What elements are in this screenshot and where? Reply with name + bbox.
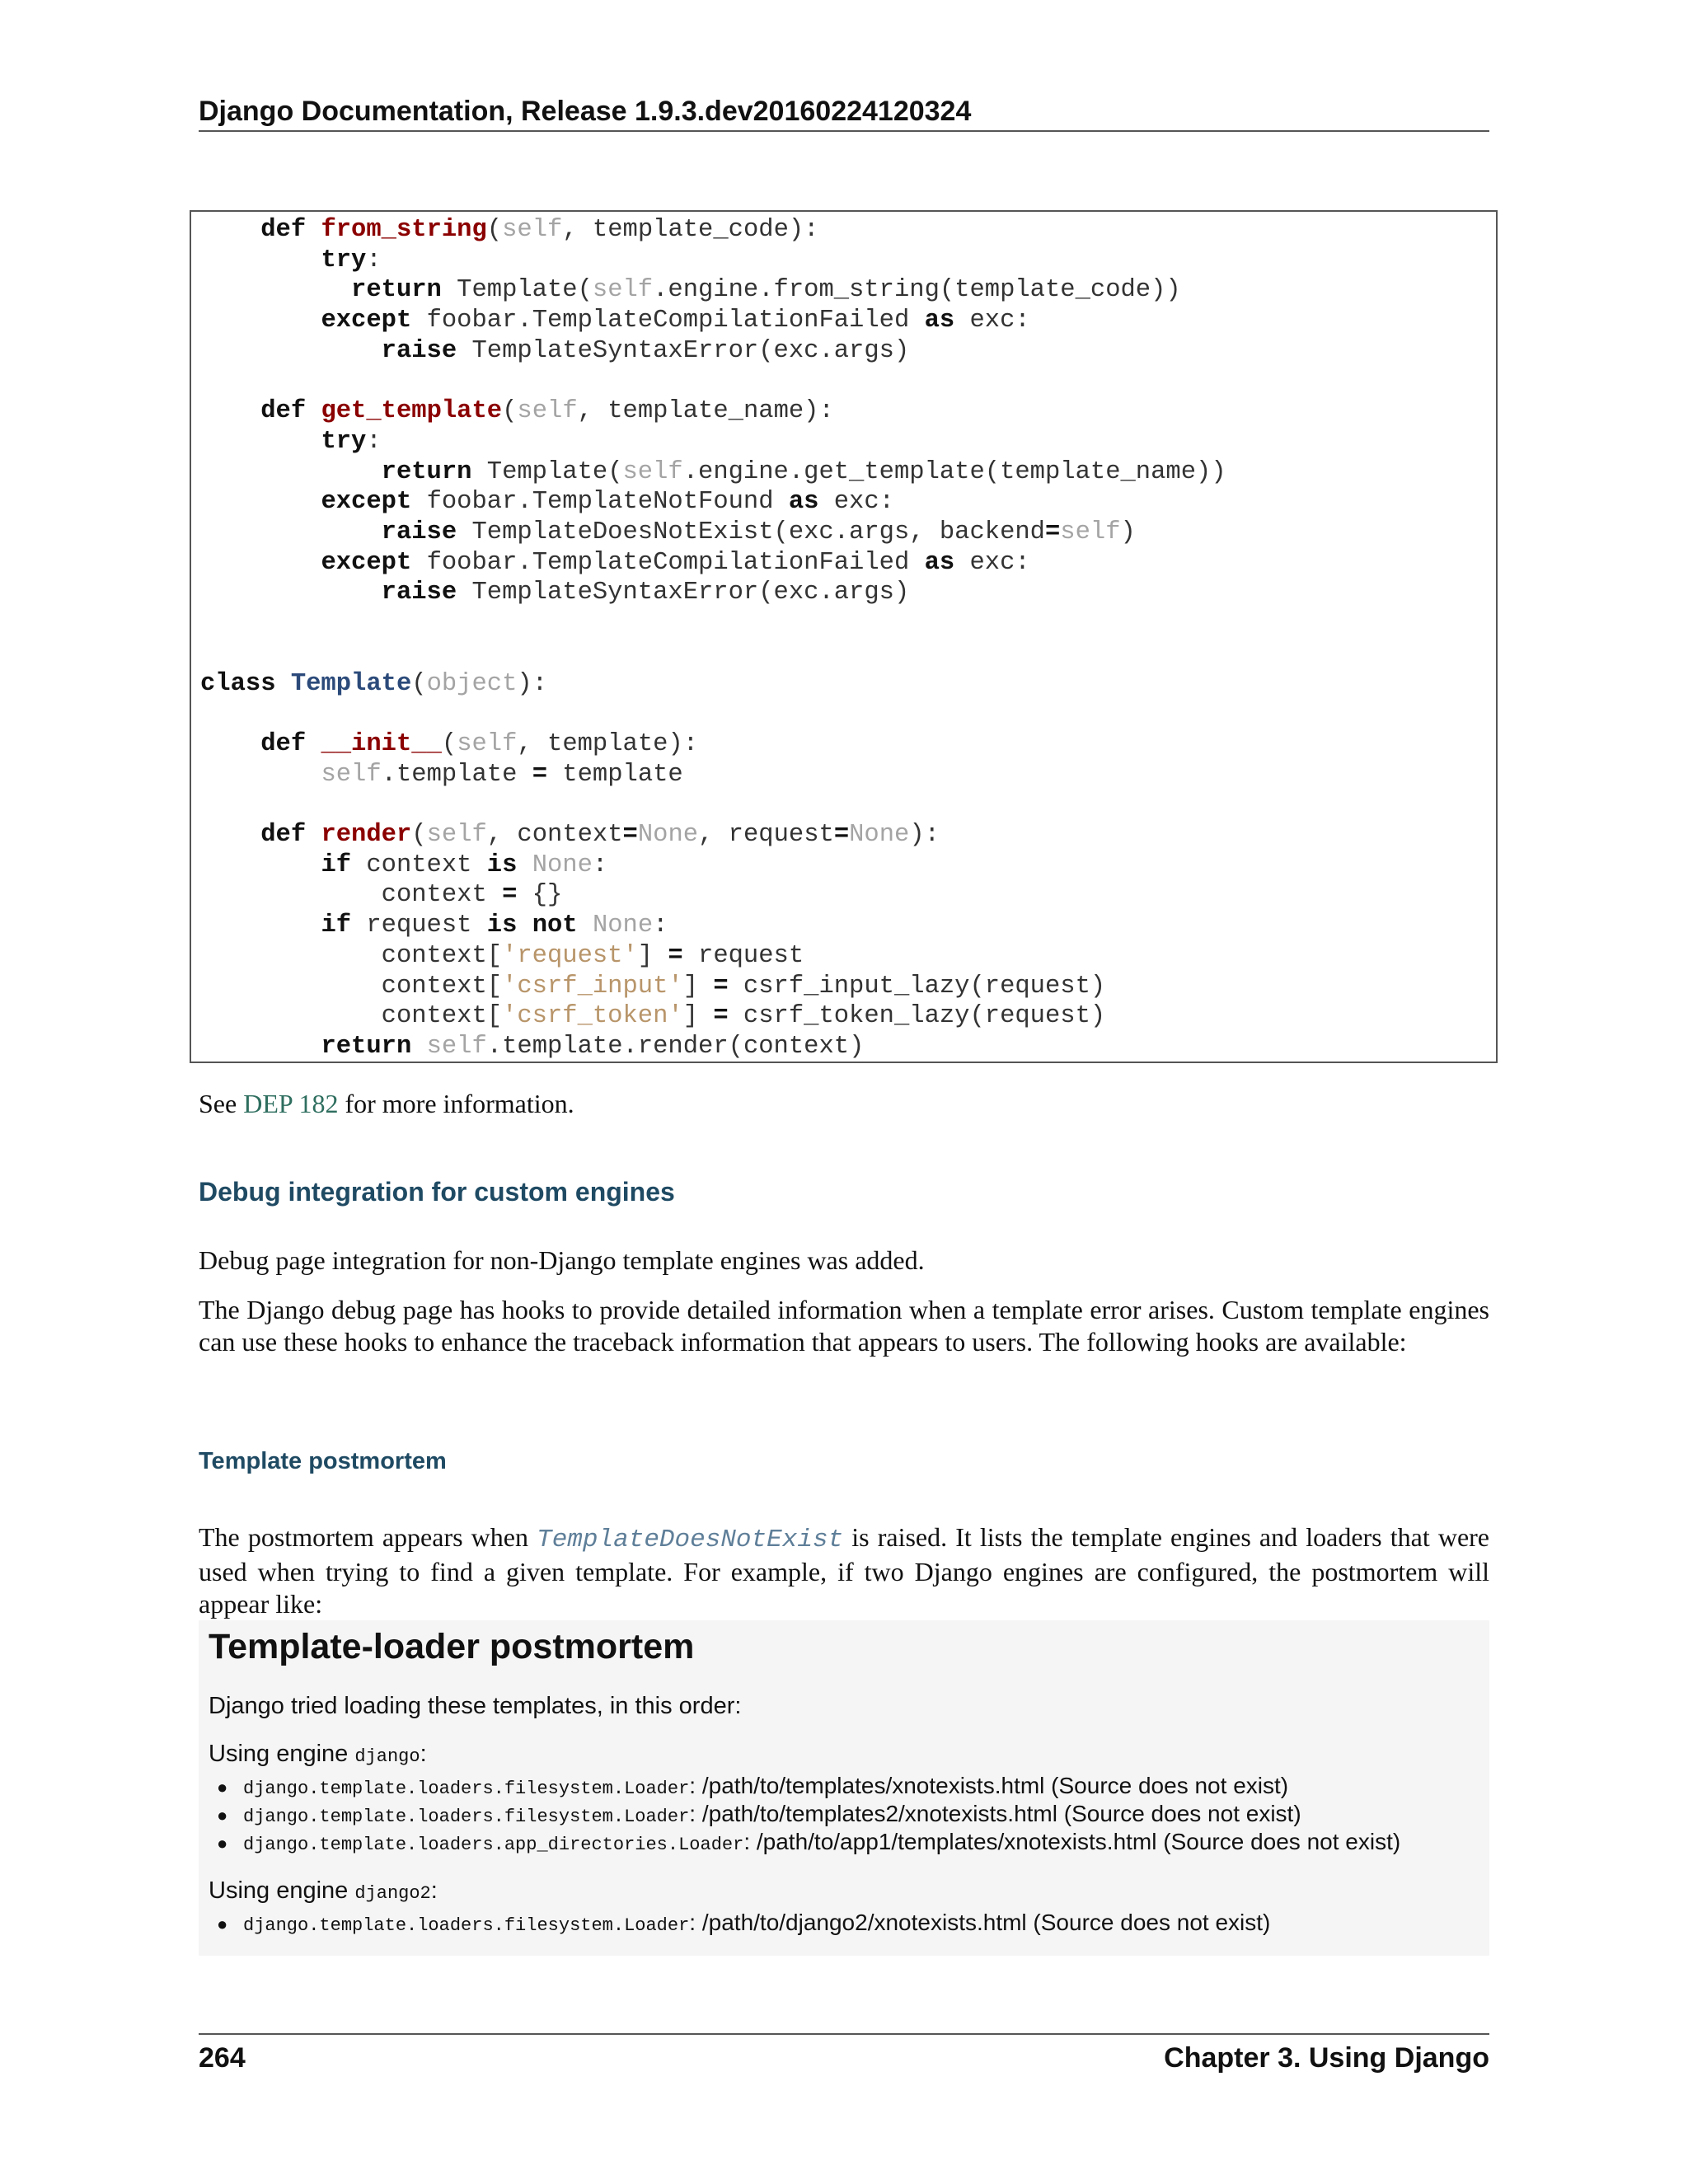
subsection-heading: Template postmortem: [199, 1448, 447, 1474]
engine-loader-list: [217, 1772, 1400, 1856]
list-item: ● django.template.loaders.app_directories.Loader: /path/to/app1/templates/xnotexists.html (Source does not exist): [217, 1829, 1401, 1855]
chapter-title: Chapter 3. Using Django: [1164, 2042, 1489, 2074]
see-also-paragraph: See DEP 182 for more information.: [199, 1089, 574, 1118]
engine-loader-list: [217, 1909, 1270, 1937]
postmortem-title: Template-loader postmortem: [209, 1627, 695, 1666]
page-number: 264: [199, 2042, 246, 2074]
list-item: ● django.template.loaders.filesystem.Loader: /path/to/templates2/xnotexists.html (Source does not exist): [217, 1801, 1301, 1827]
code-listing: def from_string(self, template_code): try: return Template(self.engine.from_string(template_code)) except foobar.TemplateCompilationFailed as exc: raise TemplateSyntaxError(exc.args) def get_template(self, template_name): try: return Template(self.engine.get_template(template_name)) except foobar.TemplateNotFound as exc: raise TemplateDoesNotExist(exc.args, backend=self) except foobar.TemplateCompilationFailed as exc: raise TemplateSyntaxError(exc.args) class Template(object): def __init__(self, template): self.template = template def render(self, context=None, request=None): if context is None: context = {} if request is not None: context['request'] = request context['csrf_input'] = csrf_input_lazy(request) context['csrf_token'] = csrf_token_lazy(request) return self.template.render(context): [200, 216, 1226, 1061]
engine-heading: Using engine django:: [209, 1741, 427, 1767]
dep-182-link[interactable]: DEP 182: [243, 1089, 339, 1118]
template-does-not-exist-link[interactable]: TemplateDoesNotExist: [537, 1526, 844, 1554]
postmortem-subtitle: Django tried loading these templates, in this order:: [209, 1693, 742, 1719]
postmortem-paragraph: The postmortem appears when TemplateDoesNotExist is raised. It lists the template engines and loaders that were used when trying to find a given template. For example, if two Django engines are configured, the postmortem will appear like:: [199, 1522, 1490, 1619]
list-item: ● django.template.loaders.filesystem.Loader: /path/to/templates/xnotexists.html (Source does not exist): [217, 1773, 1289, 1799]
page-header: [199, 92, 1489, 132]
code-block: [190, 210, 1498, 1063]
engine-heading: Using engine django2:: [209, 1877, 438, 1904]
section-heading: Debug integration for custom engines: [199, 1177, 675, 1207]
section-paragraph-1: Debug page integration for non-Django template engines was added.: [199, 1245, 925, 1275]
section-paragraph-2: The Django debug page has hooks to provide detailed information when a template error arises. Custom template engines can use these hooks to enhance the traceback information that appears to users. The following hooks are available:: [199, 1295, 1489, 1357]
document-title: Django Documentation, Release 1.9.3.dev20160224120324: [199, 96, 972, 127]
postmortem-figure: [199, 1620, 1489, 1956]
footer-rule: [199, 2033, 1489, 2035]
list-item: ● django.template.loaders.filesystem.Loader: /path/to/django2/xnotexists.html (Source does not exist): [217, 1910, 1271, 1936]
